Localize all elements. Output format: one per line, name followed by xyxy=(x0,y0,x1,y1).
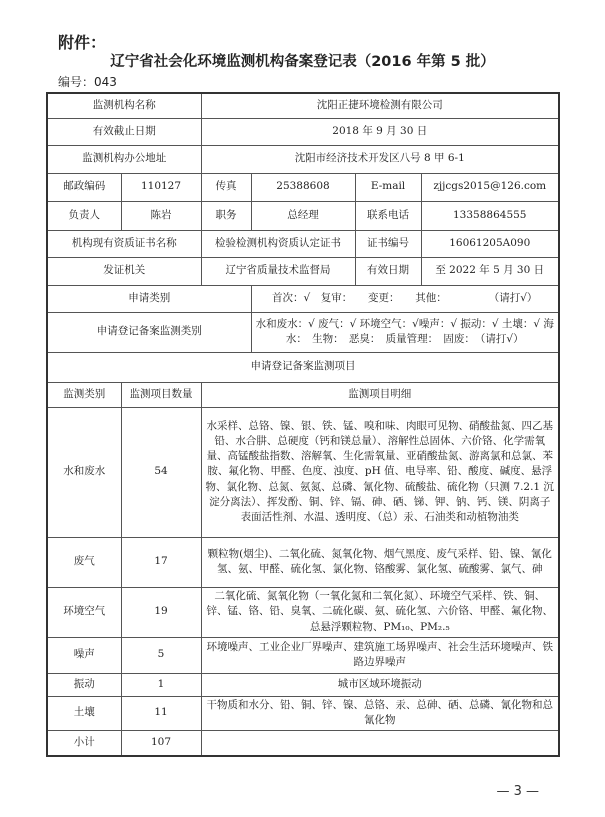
header-category: 监测类别 xyxy=(47,382,121,407)
item-detail: 水采样、总铬、镍、银、铁、锰、嗅和味、肉眼可见物、硝酸盐氮、四乙基铅、水合肼、总硬度（钙和镁总量）、溶解性总固体、六价铬、化学需氧量、高锰酸盐指数、溶解氧、生化需氧量、亚硝酸盐氮、游离氯和总氯、苯胺、氟化物、甲醛、色度、浊度、pH 值、电导率、铅、酸度、碱度、悬浮物、氯化物、总氮、氨氮、总磷、氰化物、硫酸盐、硫化物（只测 7.2.1 沉淀分离法）、挥发酚、铜、锌、镉、砷、硒、锑、钾、钠、钙、镁、阴离子表面活性剂、水温、透明度、（总）汞、石油类和动植物油类 xyxy=(201,407,559,537)
item-category: 噪声 xyxy=(47,637,121,673)
table-row xyxy=(47,673,559,696)
table-row xyxy=(47,637,559,673)
postcode-value: 110127 xyxy=(121,173,201,201)
fax-value: 25388608 xyxy=(251,173,355,201)
phone-value: 13358864555 xyxy=(421,201,559,230)
row-certificate xyxy=(47,230,559,257)
row-manager xyxy=(47,201,559,230)
issuer-value: 辽宁省质量技术监督局 xyxy=(201,257,355,285)
row-section-title xyxy=(47,352,559,382)
item-detail: 城市区域环境振动 xyxy=(201,673,559,696)
org-name-value: 沈阳正捷环境检测有限公司 xyxy=(201,93,559,118)
item-category: 振动 xyxy=(47,673,121,696)
row-subtotal xyxy=(47,730,559,756)
subtotal-value: 107 xyxy=(121,730,201,756)
manager-value: 陈岩 xyxy=(121,201,201,230)
item-count: 11 xyxy=(121,696,201,730)
row-contact xyxy=(47,173,559,201)
item-count: 54 xyxy=(121,407,201,537)
manager-label: 负责人 xyxy=(47,201,121,230)
apply-type-value: 首次：√ 复审： 变更： 其他： （请打√） xyxy=(251,285,559,312)
row-org-name xyxy=(47,93,559,118)
position-value: 总经理 xyxy=(251,201,355,230)
item-detail: 环境噪声、工业企业厂界噪声、建筑施工场界噪声、社会生活环境噪声、铁路边界噪声 xyxy=(201,637,559,673)
issuer-label: 发证机关 xyxy=(47,257,201,285)
valid-label: 有效日期 xyxy=(355,257,421,285)
cert-name-label: 机构现有资质证书名称 xyxy=(47,230,201,257)
row-expiry xyxy=(47,118,559,145)
item-category: 水和废水 xyxy=(47,407,121,537)
subtotal-label: 小计 xyxy=(47,730,121,756)
table-row xyxy=(47,537,559,587)
email-value: zjjcgs2015@126.com xyxy=(421,173,559,201)
postcode-label: 邮政编码 xyxy=(47,173,121,201)
email-label: E-mail xyxy=(355,173,421,201)
section-title: 申请登记备案监测项目 xyxy=(47,352,559,382)
phone-label: 联系电话 xyxy=(355,201,421,230)
registration-table xyxy=(46,92,560,757)
appendix-label: 附件： xyxy=(58,33,107,52)
row-items-header xyxy=(47,382,559,407)
item-count: 1 xyxy=(121,673,201,696)
item-category: 废气 xyxy=(47,537,121,587)
position-label: 职务 xyxy=(201,201,251,230)
row-address xyxy=(47,145,559,173)
org-name-label: 监测机构名称 xyxy=(47,93,201,118)
address-value: 沈阳市经济技术开发区八号 8 甲 6-1 xyxy=(201,145,559,173)
item-category: 土壤 xyxy=(47,696,121,730)
item-count: 17 xyxy=(121,537,201,587)
item-category: 环境空气 xyxy=(47,587,121,637)
apply-type-label: 申请类别 xyxy=(47,285,251,312)
item-count: 19 xyxy=(121,587,201,637)
row-apply-category xyxy=(47,312,559,352)
header-detail: 监测项目明细 xyxy=(201,382,559,407)
address-label: 监测机构办公地址 xyxy=(47,145,201,173)
row-apply-type xyxy=(47,285,559,312)
apply-category-value: 水和废水：√ 废气：√ 环境空气：√噪声：√ 振动：√ 土壤：√ 海水： 生物： 恶臭： 质量管理： 固废： （请打√） xyxy=(251,312,559,352)
header-count: 监测项目数量 xyxy=(121,382,201,407)
cert-name-value: 检验检测机构资质认定证书 xyxy=(201,230,355,257)
item-detail: 颗粒物(烟尘)、二氧化硫、氮氧化物、烟气黑度、废气采样、铅、镍、氰化氢、氨、甲醛、硫化氢、氯化物、铬酸雾、氯化氢、硫酸雾、氯气、砷 xyxy=(201,537,559,587)
apply-category-label: 申请登记备案监测类别 xyxy=(47,312,251,352)
expiry-label: 有效截止日期 xyxy=(47,118,201,145)
page-number: — 3 — xyxy=(496,784,539,799)
table-row xyxy=(47,696,559,730)
valid-value: 至 2022 年 5 月 30 日 xyxy=(421,257,559,285)
expiry-value: 2018 年 9 月 30 日 xyxy=(201,118,559,145)
table-row xyxy=(47,407,559,537)
table-row xyxy=(47,587,559,637)
item-detail: 二氧化硫、氮氧化物（一氧化氮和二氧化氮）、环境空气采样、铁、铜、锌、锰、铬、铅、臭氧、二硫化碳、氨、硫化氢、六价铬、甲醛、氟化物、总悬浮颗粒物、PM₁₀、PM₂.₅ xyxy=(201,587,559,637)
fax-label: 传真 xyxy=(201,173,251,201)
item-count: 5 xyxy=(121,637,201,673)
row-issuer xyxy=(47,257,559,285)
subtotal-detail-empty xyxy=(201,730,559,756)
item-detail: 干物质和水分、铅、铜、锌、镍、总铬、汞、总砷、硒、总磷、氰化物和总氰化物 xyxy=(201,696,559,730)
cert-no-label: 证书编号 xyxy=(355,230,421,257)
serial-number: 编号：043 xyxy=(58,75,117,89)
document-title: 辽宁省社会化环境监测机构备案登记表（2016 年第 5 批） xyxy=(110,54,495,70)
cert-no-value: 16061205A090 xyxy=(421,230,559,257)
